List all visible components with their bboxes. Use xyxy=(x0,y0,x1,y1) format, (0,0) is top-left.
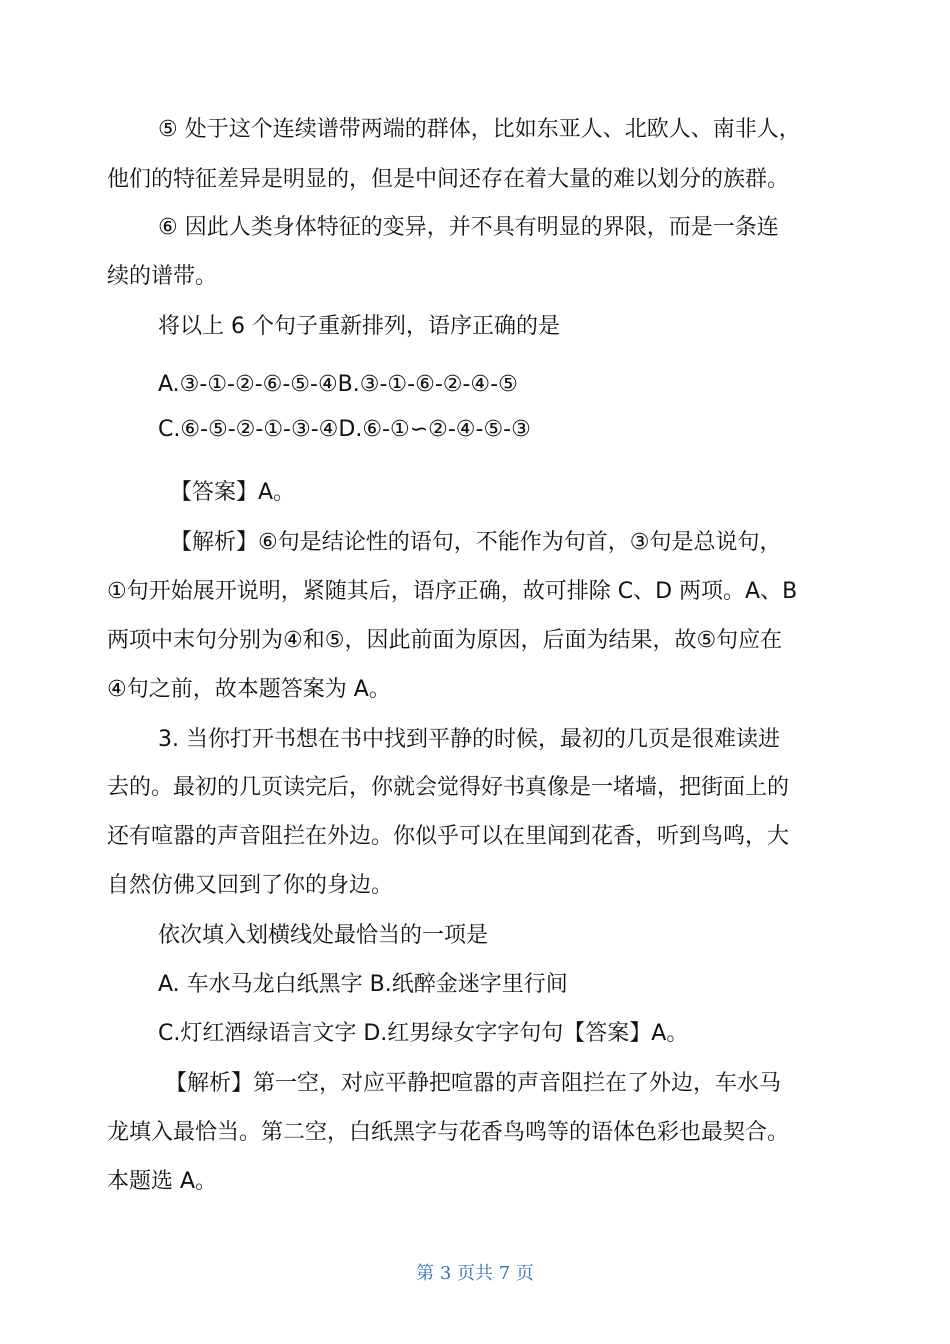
analysis-line-1: 【解析】⑥句是结论性的语句，不能作为句首，③句是总说句， xyxy=(170,530,782,555)
question-3-line-4: 自然仿佛又回到了你的身边。 xyxy=(107,873,394,898)
analysis-line-3: 两项中末句分别为④和⑤，因此前面为原因，后面为结果，故⑤句应在 xyxy=(107,628,783,653)
paragraph-line-4: 续的谱带。 xyxy=(107,264,218,289)
options-line-1: A.③-①-②-⑥-⑤-④B.③-①-⑥-②-④-⑤ xyxy=(158,372,518,397)
answer-line: 【答案】A。 xyxy=(170,480,296,505)
question-3-prompt: 依次填入划横线处最恰当的一项是 xyxy=(158,923,489,948)
question-prompt: 将以上 6 个句子重新排列，语序正确的是 xyxy=(158,314,560,339)
question-3-line-1: 3. 当你打开书想在书中找到平静的时候，最初的几页是很难读进 xyxy=(158,727,780,752)
paragraph-line-1: ⑤ 处于这个连续谱带两端的群体，比如东亚人、北欧人、南非人， xyxy=(158,117,801,142)
analysis-line-4: ④句之前，故本题答案为 A。 xyxy=(107,677,391,702)
question-3-line-2: 去的。最初的几页读完后，你就会觉得好书真像是一堵墙，把街面上的 xyxy=(107,775,790,800)
question-3-options-2: C.灯红酒绿语言文字 D.红男绿女字字句句【答案】A。 xyxy=(158,1021,689,1046)
paragraph-line-3: ⑥ 因此人类身体特征的变异，并不具有明显的界限，而是一条连 xyxy=(158,215,779,240)
question-3-line-3: 还有喧嚣的声音阻拦在外边。你似乎可以在里闻到花香，听到鸟鸣，大 xyxy=(107,824,790,849)
question-3-options-1: A. 车水马龙白纸黑字 B.纸醉金迷字里行间 xyxy=(158,972,568,997)
analysis-line-2: ①句开始展开说明，紧随其后，语序正确，故可排除 C、D 两项。A、B xyxy=(107,579,798,604)
question-3-analysis-3: 本题选 A。 xyxy=(107,1169,218,1194)
options-line-2: C.⑥-⑤-②-①-③-④D.⑥-①∽②-④-⑤-③ xyxy=(158,417,531,442)
paragraph-line-2: 他们的特征差异是明显的，但是中间还存在着大量的难以划分的族群。 xyxy=(107,167,790,192)
question-3-analysis-1: 【解析】第一空，对应平静把喧嚣的声音阻拦在了外边，车水马 xyxy=(165,1071,782,1096)
page-footer: 第 3 页共 7 页 xyxy=(416,1263,534,1284)
question-3-analysis-2: 龙填入最恰当。第二空，白纸黑字与花香鸟鸣等的语体色彩也最契合。 xyxy=(107,1120,790,1145)
